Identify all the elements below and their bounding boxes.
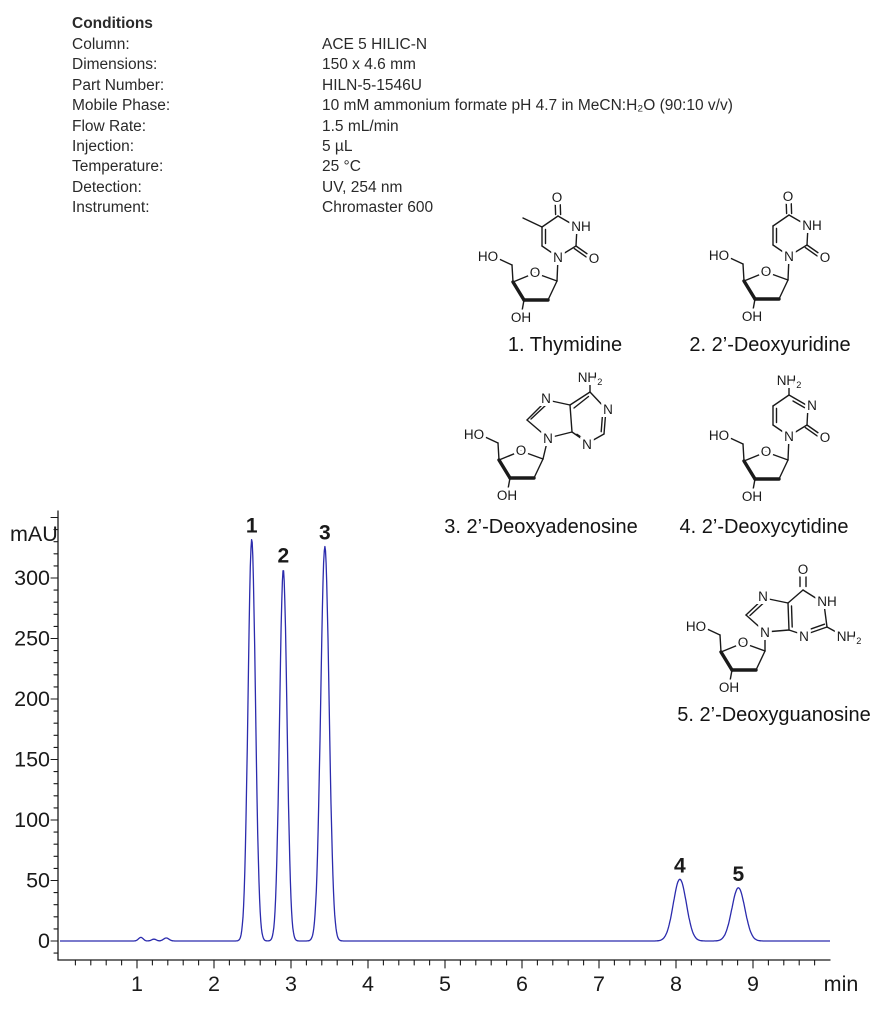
condition-label: Flow Rate:	[72, 117, 147, 135]
structure-5-deoxyguanosine	[686, 562, 861, 695]
peak-label-2: 2	[277, 544, 290, 568]
condition-value: 25 °C	[322, 158, 361, 176]
atom-label: HO	[708, 248, 730, 263]
condition-label: Mobile Phase:	[72, 97, 171, 115]
atom-label: O	[515, 443, 527, 458]
condition-value: Chromaster 600	[322, 199, 434, 217]
atom-label: N	[784, 249, 794, 264]
condition-label: Column:	[72, 36, 130, 53]
atom-label: $NH_2$	[776, 373, 802, 390]
atom-label: HO	[477, 249, 499, 264]
x-tick-label: 5	[439, 972, 451, 996]
structure-2-deoxyuridine	[709, 189, 830, 324]
structure-label-deoxyadenosine: 3. 2’-Deoxyadenosine	[444, 516, 638, 538]
atom-label: O	[529, 265, 541, 280]
y-tick-label: 100	[14, 808, 50, 832]
atom-label: N	[760, 625, 770, 640]
atom-label: OH	[741, 309, 763, 324]
y-tick-label: 50	[26, 868, 50, 893]
condition-value: 5 µL	[322, 137, 353, 155]
peak-label-5: 5	[732, 862, 745, 886]
condition-label: Dimensions:	[72, 56, 158, 74]
atom-label: OH	[510, 310, 532, 325]
x-axis-title: min	[823, 972, 859, 996]
atom-label: O	[588, 251, 600, 266]
x-tick-label: 8	[670, 972, 682, 996]
atom-label: HO	[685, 619, 707, 634]
atom-label: N	[784, 429, 794, 444]
condition-label: Injection:	[72, 137, 135, 155]
atom-label: O	[760, 444, 772, 459]
atom-label: $NH_2$	[836, 629, 862, 646]
x-tick-label: 6	[516, 972, 528, 996]
atom-label: N	[799, 629, 809, 644]
x-tick-label: 2	[208, 972, 220, 996]
structure-label-deoxyuridine: 2. 2’-Deoxyuridine	[689, 334, 851, 356]
x-tick-label: 9	[747, 972, 759, 996]
peak-label-1: 1	[245, 514, 258, 538]
atom-label: N	[758, 589, 768, 604]
peak-label-4: 4	[674, 854, 686, 878]
x-tick-label: 7	[593, 972, 605, 996]
atom-label: O	[819, 430, 831, 445]
y-tick-label: 250	[14, 626, 50, 651]
atom-label: N	[807, 398, 817, 413]
conditions-title: Conditions	[72, 15, 153, 32]
condition-value: HILN-5-1546U	[322, 76, 422, 94]
atom-label: NH	[571, 219, 591, 234]
x-tick-label: 4	[362, 972, 374, 996]
atom-label: N	[541, 391, 551, 406]
condition-value: ACE 5 HILIC-N	[322, 36, 428, 53]
y-axis-title: mAU	[10, 522, 58, 546]
atom-label: HO	[463, 427, 485, 442]
condition-value: 10 mM ammonium formate pH 4.7 in MeCN:H₂O (90:10 v/v)	[322, 97, 733, 115]
atom-label: N	[553, 250, 563, 265]
atom-label: O	[737, 635, 749, 650]
atom-label: NH	[802, 218, 822, 233]
atom-label: N	[543, 431, 553, 446]
structure-3-deoxyadenosine	[464, 370, 613, 503]
atom-label: O	[819, 250, 831, 265]
peak-label-3: 3	[319, 521, 331, 545]
atom-label: OH	[741, 489, 763, 504]
atom-label: HO	[708, 428, 730, 443]
chromatogram	[10, 511, 858, 996]
atom-label: N	[582, 437, 592, 452]
condition-label: Instrument:	[72, 199, 150, 217]
atom-label: OH	[718, 680, 740, 695]
atom-label: O	[760, 264, 772, 279]
condition-label: Detection:	[72, 178, 142, 196]
atom-label: O	[797, 562, 809, 577]
atom-label: OH	[496, 488, 518, 503]
y-tick-label: 0	[38, 929, 50, 953]
condition-value: 1.5 mL/min	[322, 117, 399, 135]
chromatogram-trace	[60, 540, 830, 941]
atom-label: O	[782, 189, 794, 204]
y-tick-label: 150	[14, 747, 50, 772]
y-tick-label: 300	[14, 566, 50, 590]
atom-label: $NH_2$	[577, 370, 603, 387]
structure-4-deoxycytidine	[709, 373, 830, 504]
y-tick-label: 200	[14, 687, 50, 711]
atom-label: N	[603, 402, 613, 417]
structure-label-deoxycytidine: 4. 2’-Deoxycytidine	[679, 516, 849, 538]
structure-label-deoxyguanosine: 5. 2’-Deoxyguanosine	[677, 704, 871, 726]
condition-value: 150 x 4.6 mm	[322, 56, 416, 74]
x-tick-label: 3	[285, 972, 297, 996]
condition-value: UV, 254 nm	[322, 178, 403, 196]
condition-label: Temperature:	[72, 158, 164, 176]
x-tick-label: 1	[131, 972, 143, 996]
structure-label-thymidine: 1. Thymidine	[507, 334, 623, 356]
atom-label: NH	[817, 594, 837, 609]
condition-label: Part Number:	[72, 76, 165, 94]
atom-label: O	[551, 190, 563, 205]
structure-1-thymidine	[478, 190, 599, 325]
